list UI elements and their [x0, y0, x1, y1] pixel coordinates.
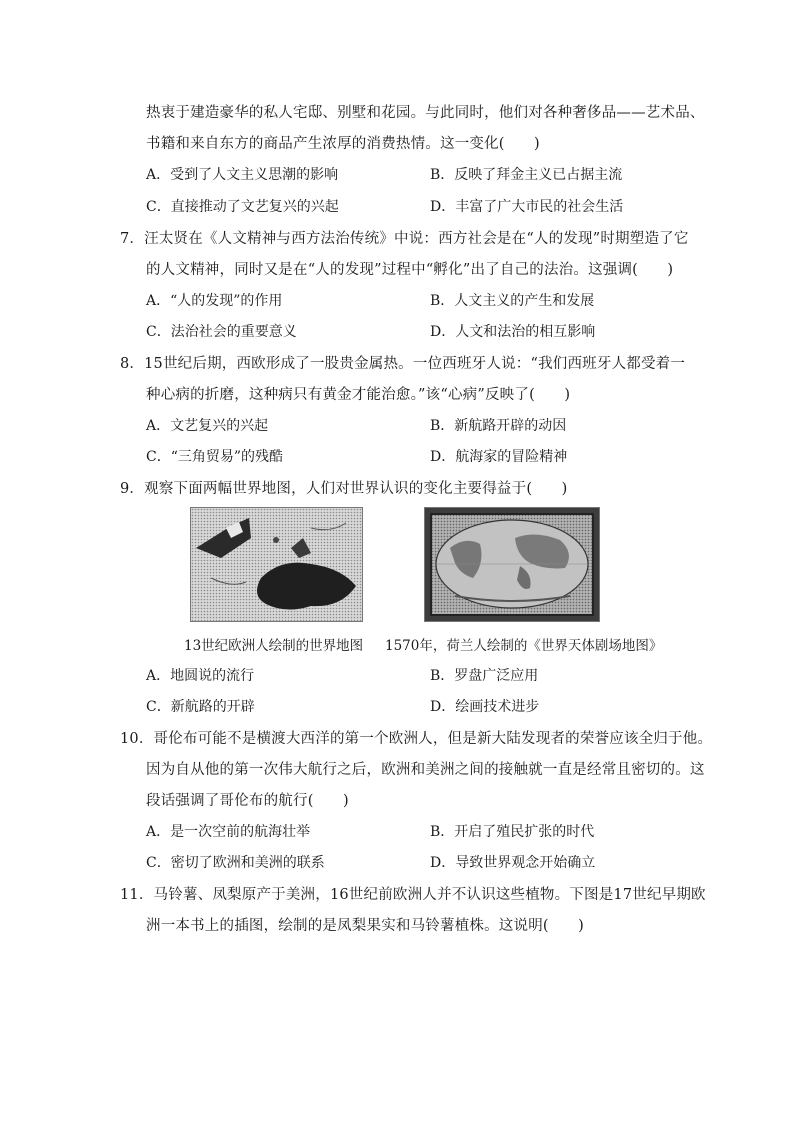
q6-option-b: B．反映了拜金主义已占据主流	[430, 167, 623, 183]
q9-option-a: A．地圆说的流行	[146, 668, 255, 684]
medieval-world-map-image	[190, 507, 363, 622]
q10-option-d: D．导致世界观念开始确立	[430, 855, 596, 871]
q11-stem-line-2: 洲一本书上的插图，绘制的是凤梨果实和马铃薯植株。这说明( )	[146, 918, 585, 934]
q9-option-b: B．罗盘广泛应用	[430, 668, 539, 684]
q10-option-b: B．开启了殖民扩张的时代	[430, 824, 595, 840]
q7-option-a: A．“人的发现”的作用	[146, 293, 283, 309]
q6-stem-line-2: 书籍和来自东方的商品产生浓厚的消费热情。这一变化( )	[146, 136, 540, 152]
q7-option-c: C．法治社会的重要意义	[146, 324, 297, 340]
q9-option-d: D．绘画技术进步	[430, 699, 540, 715]
q7-stem-line-1: 7．汪太贤在《人文精神与西方法治传统》中说：西方社会是在“人的发现”时期塑造了它	[120, 231, 689, 247]
q6-stem-line-1: 热衷于建造豪华的私人宅邸、别墅和花园。与此同时，他们对各种奢侈品——艺术品、	[146, 105, 705, 121]
q6-option-a: A．受到了人文主义思潮的影响	[146, 167, 339, 183]
left-map-caption: 13世纪欧洲人绘制的世界地图	[184, 638, 364, 654]
q8-option-d: D．航海家的冒险精神	[430, 449, 568, 465]
q10-stem-line-2: 因为自从他的第一次伟大航行之后，欧洲和美洲之间的接触就一直是经常且密切的。这	[146, 762, 705, 778]
ortelius-world-map-image	[424, 507, 600, 622]
q10-option-a: A．是一次空前的航海壮举	[146, 824, 311, 840]
q8-stem-line-2: 种心病的折磨，这种病只有黄金才能治愈。”该“心病”反映了( )	[146, 387, 571, 403]
q10-stem-line-1: 10．哥伦布可能不是横渡大西洋的第一个欧洲人，但是新大陆发现者的荣誉应该全归于他。	[120, 731, 713, 747]
q6-option-c: C．直接推动了文艺复兴的兴起	[146, 199, 339, 215]
q8-option-b: B．新航路开辟的动因	[430, 418, 567, 434]
q9-option-c: C．新航路的开辟	[146, 699, 255, 715]
q9-stem-line-1: 9．观察下面两幅世界地图，人们对世界认识的变化主要得益于( )	[120, 481, 568, 497]
q7-option-b: B．人文主义的产生和发展	[430, 293, 595, 309]
q8-option-a: A．文艺复兴的兴起	[146, 418, 269, 434]
q7-option-d: D．人文和法治的相互影响	[430, 324, 596, 340]
q10-option-c: C．密切了欧洲和美洲的联系	[146, 855, 325, 871]
q7-stem-line-2: 的人文精神，同时又是在“人的发现”过程中“孵化”出了自己的法治。这强调( )	[146, 262, 674, 278]
q6-option-d: D．丰富了广大市民的社会生活	[430, 199, 624, 215]
right-map-caption: 1570年，荷兰人绘制的《世界天体剧场地图》	[385, 638, 663, 654]
q11-stem-line-1: 11．马铃薯、凤梨原产于美洲，16世纪前欧洲人并不认识这些植物。下图是17世纪早期欧	[120, 887, 706, 903]
q10-stem-line-3: 段话强调了哥伦布的航行( )	[146, 793, 349, 809]
q8-option-c: C．“三角贸易”的残酷	[146, 449, 284, 465]
q8-stem-line-1: 8．15世纪后期，西欧形成了一股贵金属热。一位西班牙人说：“我们西班牙人都受着一	[120, 356, 686, 372]
